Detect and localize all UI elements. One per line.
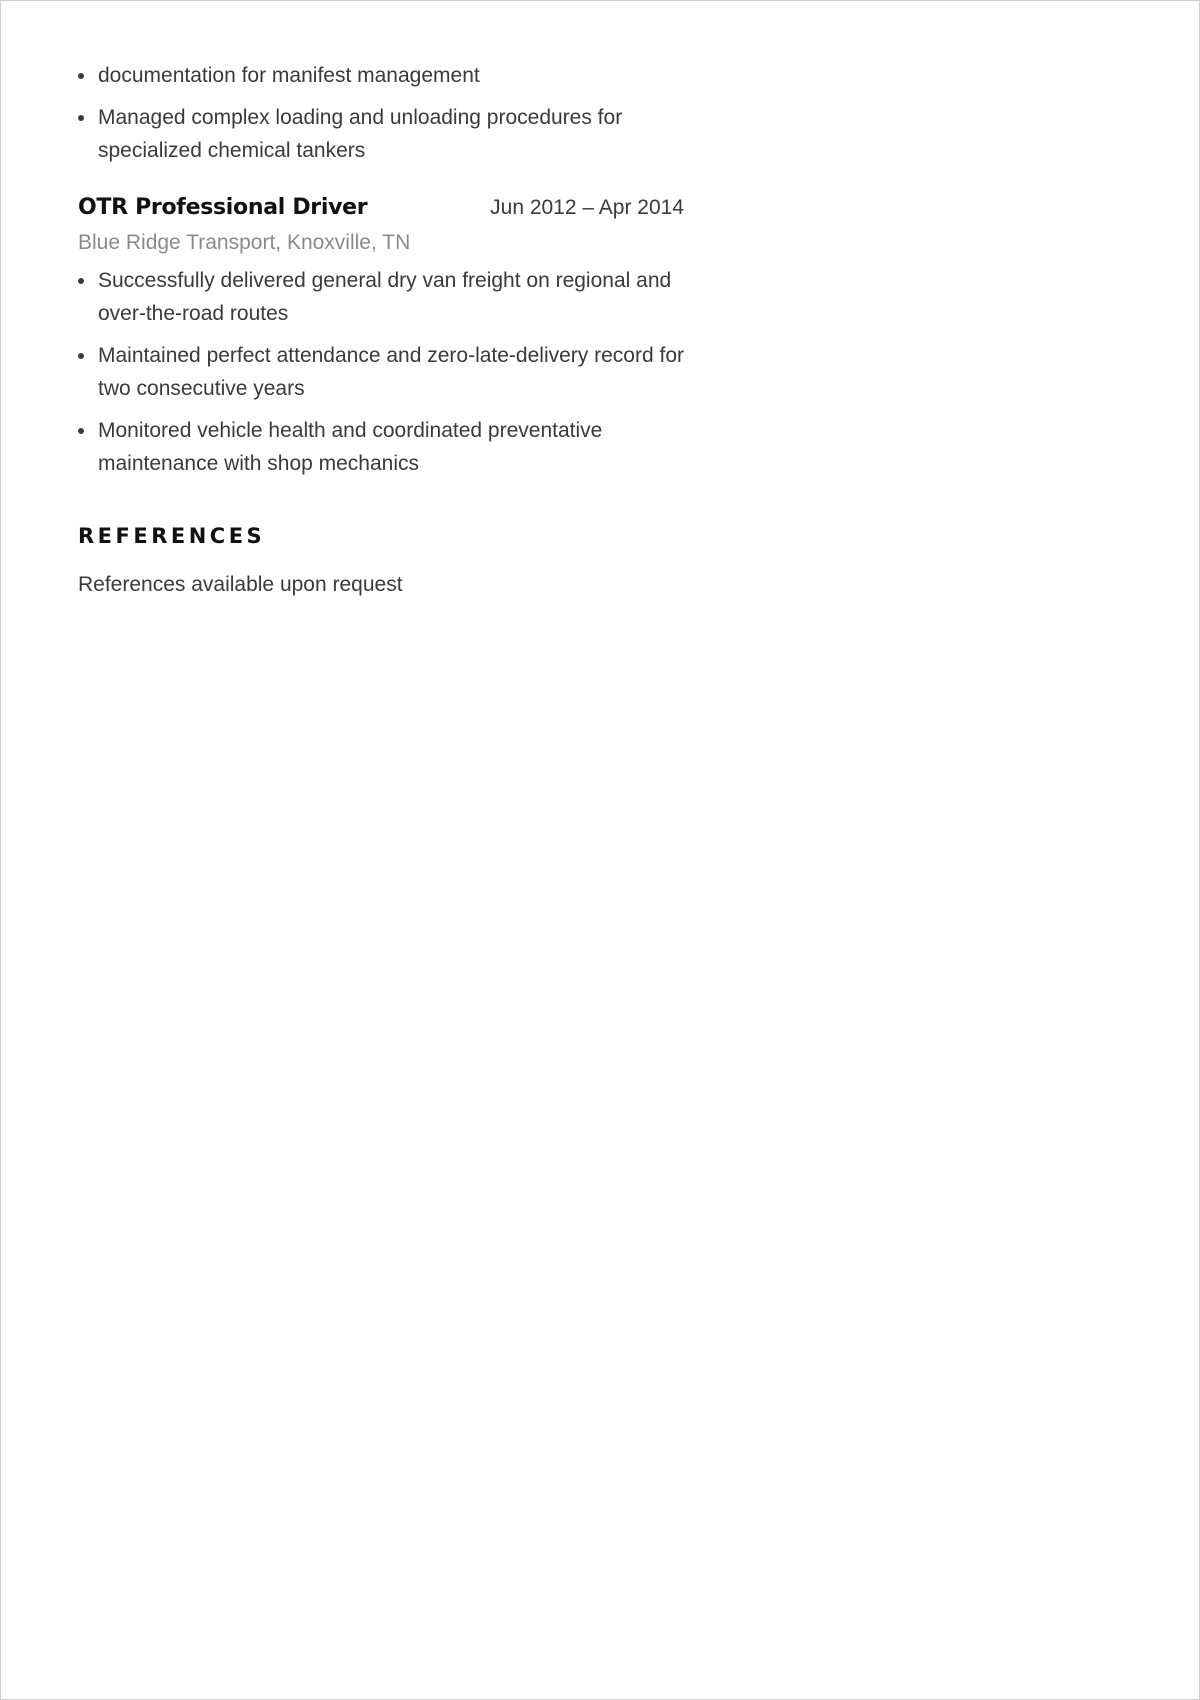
job-header bbox=[78, 195, 684, 228]
job-entry bbox=[78, 195, 684, 480]
section-heading-references: REFERENCES bbox=[78, 524, 266, 548]
resume-content bbox=[78, 59, 684, 600]
references-text: References available upon request bbox=[78, 573, 403, 596]
bullet-item: Successfully delivered general dry van freight on regional and over-the-road routes bbox=[78, 264, 684, 330]
previous-job-bullets bbox=[78, 59, 684, 167]
job-title: OTR Professional Driver bbox=[78, 195, 368, 220]
bullet-item: Monitored vehicle health and coordinated preventative maintenance with shop mechanics bbox=[78, 414, 684, 480]
bullet-item: Maintained perfect attendance and zero-late-delivery record for two consecutive years bbox=[78, 339, 684, 405]
references-section bbox=[78, 524, 684, 600]
job-company: Blue Ridge Transport, Knoxville, TN bbox=[78, 231, 411, 254]
bullet-item: documentation for manifest management bbox=[78, 59, 684, 92]
bullet-item: Managed complex loading and unloading procedures for specialized chemical tankers bbox=[78, 101, 684, 167]
job-dates: Jun 2012 – Apr 2014 bbox=[490, 196, 684, 219]
job-bullets bbox=[78, 264, 684, 480]
